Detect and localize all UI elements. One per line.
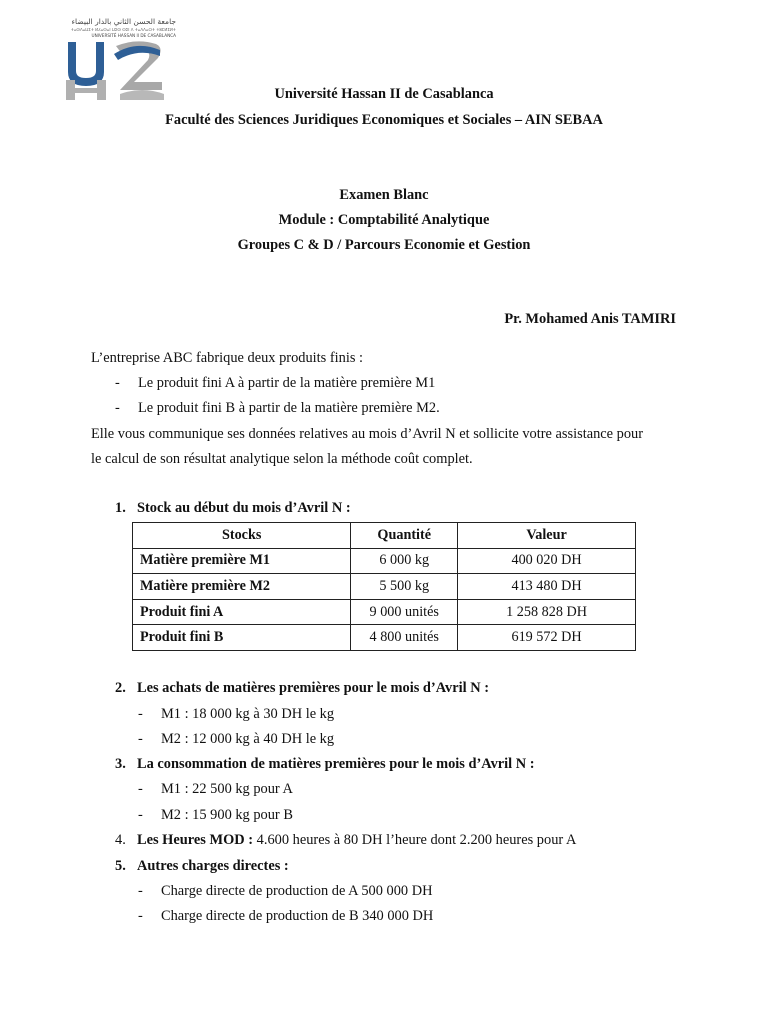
intro-bullet: Le produit fini A à partir de la matière première M1 (138, 375, 436, 391)
table-row (133, 548, 636, 574)
section-title: Les Heures MOD : (137, 832, 254, 848)
exam-groups: Groupes C & D / Parcours Economie et Gestion (237, 237, 531, 253)
logo-tifinagh-text: ⵜⴰⵙⴷⴰⵡⵉⵜ ⵍⵃⴰⵙⴰⵏ ⵡⵉⵙ ⵙⵉⵏ ⴷ ⵜⴰⴷⴷⴰⵔⵜ ⵜⵓⵎⵍⵉⵍⵜ (70, 27, 176, 32)
table-cell: 1 258 828 DH (458, 599, 636, 625)
table-cell: Matière première M1 (133, 548, 351, 574)
list-item: Charge directe de production de A 500 000 DH (161, 883, 433, 899)
intro-line: Elle vous communique ses données relatives au mois d’Avril N et sollicite votre assistance pour (91, 426, 644, 442)
section-4-line (137, 832, 576, 849)
list-item: M1 : 18 000 kg à 30 DH le kg (161, 706, 335, 722)
section-title: Stock au début du mois d’Avril N : (137, 500, 351, 516)
column-header: Valeur (458, 523, 636, 549)
table-cell: 9 000 unités (351, 599, 458, 625)
section-title: Autres charges directes : (137, 858, 289, 874)
bullet-dash: - (115, 400, 120, 416)
section-number: 2. (115, 680, 126, 696)
column-header: Quantité (351, 523, 458, 549)
intro-bullet: Le produit fini B à partir de la matière première M2. (138, 400, 440, 416)
university-name: Université Hassan II de Casablanca (274, 86, 494, 102)
table-cell: Matière première M2 (133, 574, 351, 600)
section-number: 3. (115, 756, 126, 772)
table-cell: Produit fini A (133, 599, 351, 625)
bullet-dash: - (138, 883, 143, 899)
section-number: 5. (115, 858, 126, 874)
list-item: M2 : 12 000 kg à 40 DH le kg (161, 731, 335, 747)
bullet-dash: - (138, 807, 143, 823)
table-row (133, 599, 636, 625)
logo-arabic-text: جامعة الحسن الثاني بالدار البيضاء (71, 17, 176, 26)
intro-line: L’entreprise ABC fabrique deux produits finis : (91, 350, 364, 366)
table-cell: 413 480 DH (458, 574, 636, 600)
bullet-dash: - (138, 908, 143, 924)
table-cell: 400 020 DH (458, 548, 636, 574)
table-cell: Produit fini B (133, 625, 351, 651)
table-header-row (133, 523, 636, 549)
table-row (133, 574, 636, 600)
column-header: Stocks (133, 523, 351, 549)
exam-module: Module : Comptabilité Analytique (278, 212, 490, 228)
bullet-dash: - (138, 731, 143, 747)
table-cell: 6 000 kg (351, 548, 458, 574)
table-row (133, 625, 636, 651)
stock-table (132, 522, 636, 651)
table-cell: 5 500 kg (351, 574, 458, 600)
bullet-dash: - (138, 781, 143, 797)
list-item: M1 : 22 500 kg pour A (161, 781, 293, 797)
section-title: Les achats de matières premières pour le mois d’Avril N : (137, 680, 489, 696)
section-number: 1. (115, 500, 126, 516)
professor-name: Pr. Mohamed Anis TAMIRI (504, 311, 676, 327)
faculty-name: Faculté des Sciences Juridiques Economiques et Sociales – AIN SEBAA (165, 112, 603, 128)
table-cell: 619 572 DH (458, 625, 636, 651)
section-number: 4. (115, 832, 126, 848)
logo-latin-text: UNIVERSITÉ HASSAN II DE CASABLANCA (91, 33, 176, 38)
section-title: La consommation de matières premières pour le mois d’Avril N : (137, 756, 535, 772)
bullet-dash: - (138, 706, 143, 722)
intro-line: le calcul de son résultat analytique selon la méthode coût complet. (91, 451, 473, 467)
list-item: Charge directe de production de B 340 000 DH (161, 908, 434, 924)
exam-title: Examen Blanc (339, 187, 429, 203)
bullet-dash: - (115, 375, 120, 391)
section-text: 4.600 heures à 80 DH l’heure dont 2.200 heures pour A (256, 832, 577, 848)
table-cell: 4 800 unités (351, 625, 458, 651)
list-item: M2 : 15 900 kg pour B (161, 807, 293, 823)
